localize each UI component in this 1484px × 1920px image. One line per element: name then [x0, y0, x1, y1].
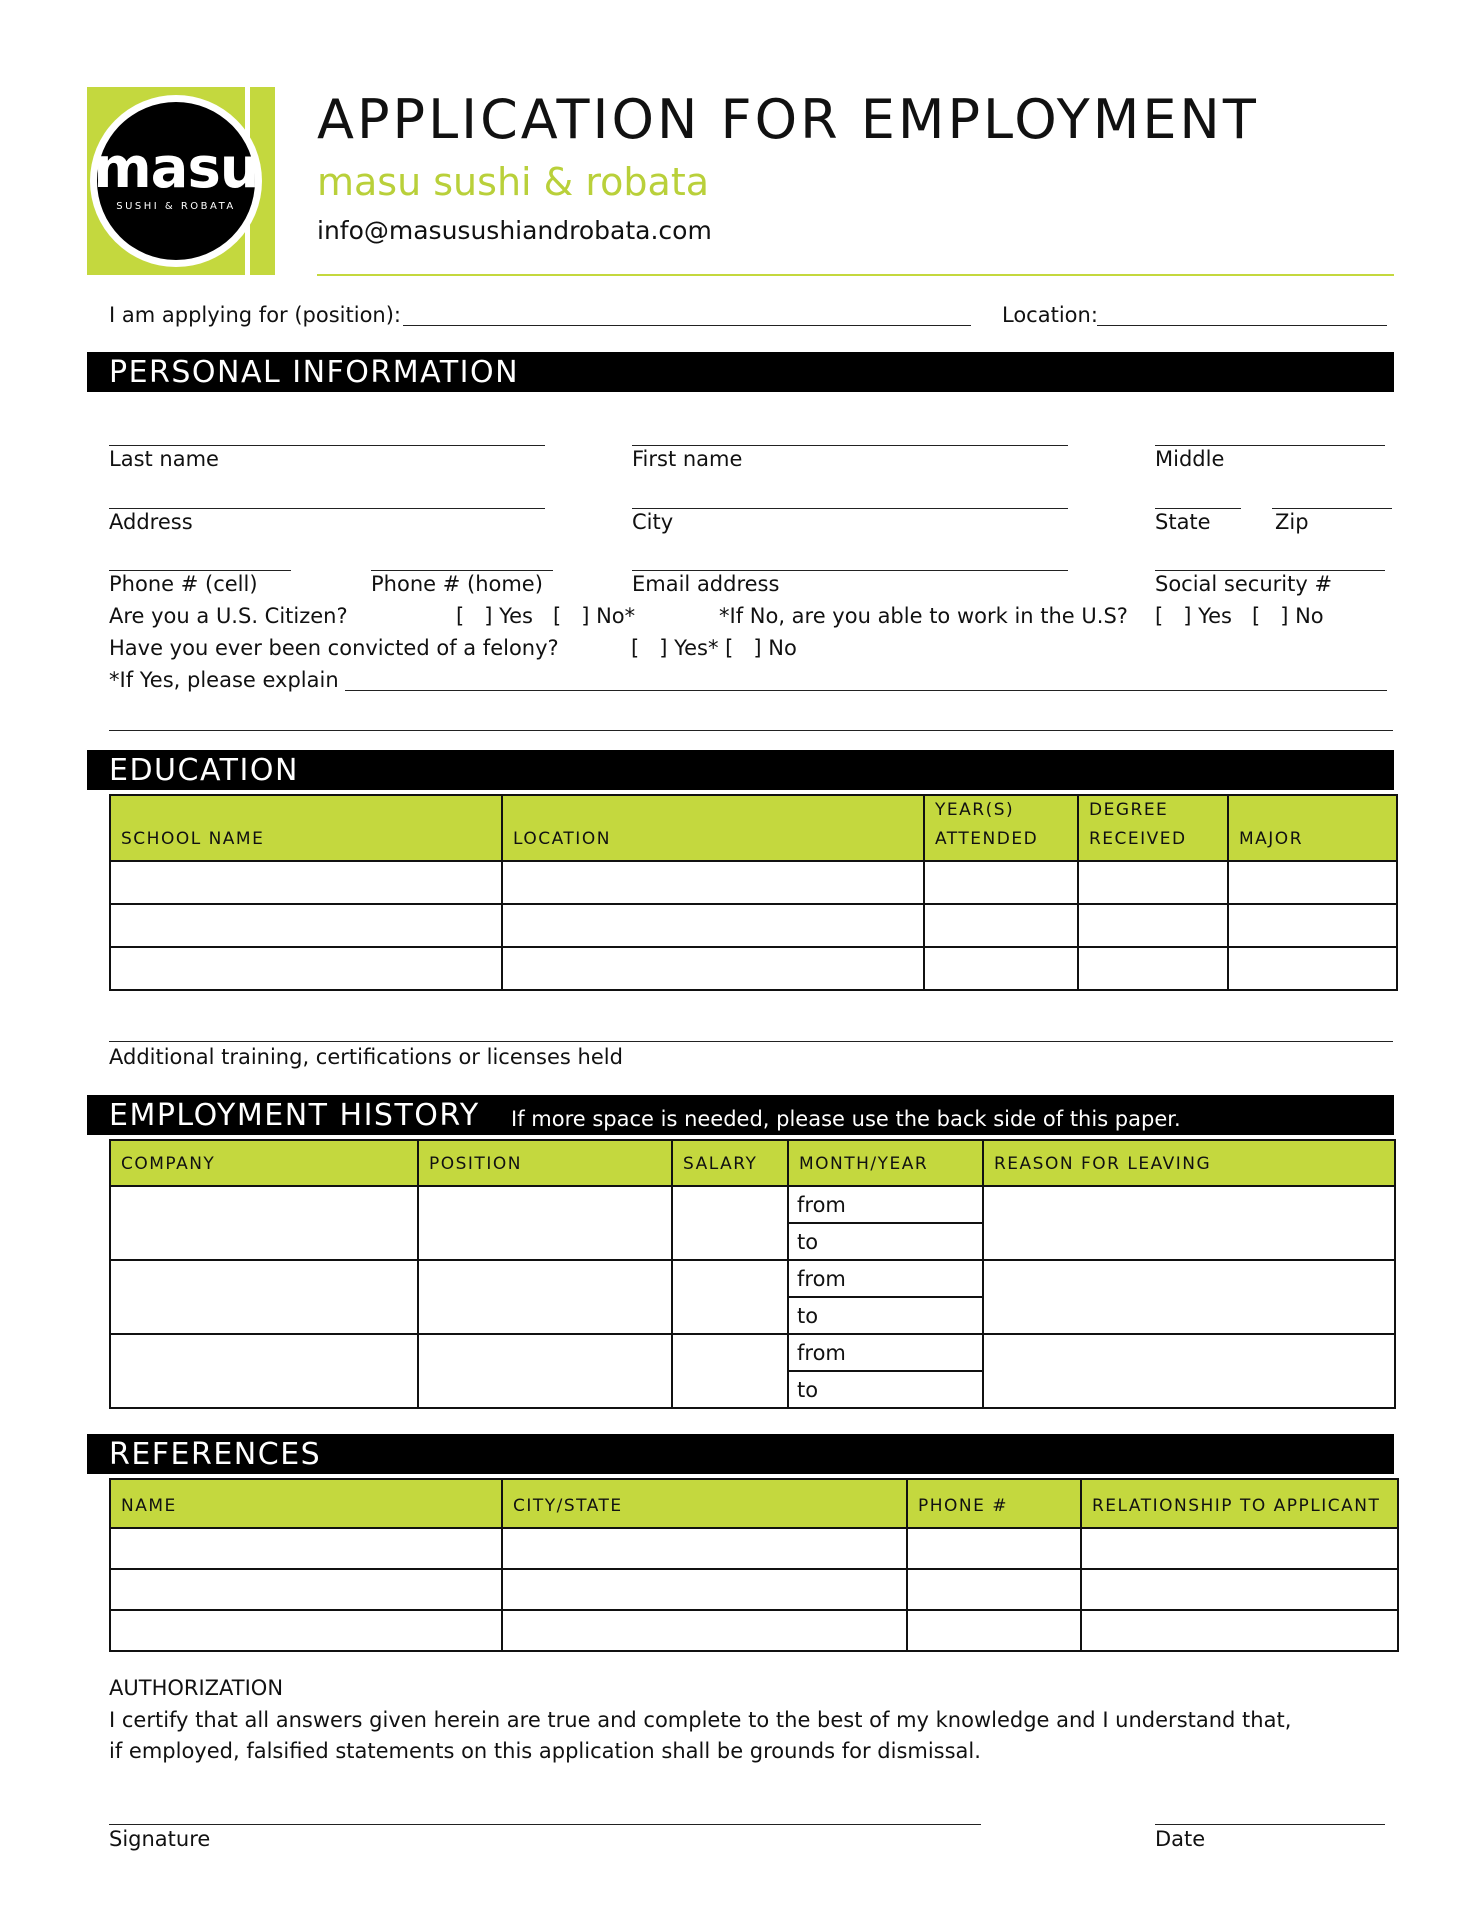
col-school-name: SCHOOL NAME: [110, 795, 502, 861]
col-phone: PHONE #: [907, 1479, 1081, 1528]
education-header: [87, 750, 1394, 790]
references-title: REFERENCES: [109, 1437, 322, 1472]
signature-field[interactable]: [109, 1824, 981, 1825]
table-cell[interactable]: [418, 1334, 672, 1408]
phone-cell-field[interactable]: [109, 570, 291, 571]
table-cell[interactable]: [907, 1528, 1081, 1569]
table-cell[interactable]: [110, 861, 502, 904]
additional-training-field[interactable]: [109, 1041, 1393, 1042]
col-city-state: CITY/STATE: [502, 1479, 907, 1528]
explain-field-2[interactable]: [109, 730, 1393, 731]
position-field[interactable]: [403, 325, 971, 326]
personal-info-header: [87, 352, 1394, 392]
state-field[interactable]: [1155, 508, 1241, 509]
table-cell[interactable]: [502, 861, 924, 904]
page-title: APPLICATION FOR EMPLOYMENT: [317, 88, 1259, 151]
phone-cell-label: Phone # (cell): [109, 572, 258, 596]
explain-field[interactable]: [345, 690, 1387, 691]
table-row: [110, 1528, 1398, 1569]
explain-label: *If Yes, please explain: [109, 668, 339, 692]
logo-subtext: SUSHI & ROBATA: [116, 201, 236, 212]
col-location: LOCATION: [502, 795, 924, 861]
to-cell[interactable]: to: [788, 1223, 983, 1260]
location-label: Location:: [1002, 303, 1098, 327]
authorization-text-2: if employed, falsified statements on this application shall be grounds for dismissal.: [109, 1739, 981, 1763]
table-row: [110, 1260, 1395, 1297]
table-cell[interactable]: [502, 904, 924, 947]
col-salary: SALARY: [672, 1140, 788, 1186]
phone-home-field[interactable]: [371, 570, 553, 571]
table-cell[interactable]: [1081, 1569, 1398, 1610]
col-degree-received: DEGREE RECEIVED: [1078, 795, 1228, 861]
ssn-field[interactable]: [1155, 570, 1385, 571]
table-cell[interactable]: [672, 1186, 788, 1260]
header-divider: [317, 274, 1394, 276]
table-cell[interactable]: [110, 1528, 502, 1569]
middle-field[interactable]: [1155, 445, 1385, 446]
col-position: POSITION: [418, 1140, 672, 1186]
zip-label: Zip: [1275, 510, 1309, 534]
table-cell[interactable]: [1228, 947, 1397, 990]
from-cell[interactable]: from: [788, 1260, 983, 1297]
date-field[interactable]: [1155, 1824, 1385, 1825]
table-cell[interactable]: [1078, 861, 1228, 904]
table-cell[interactable]: [502, 1610, 907, 1651]
position-label: I am applying for (position):: [109, 303, 402, 327]
table-cell[interactable]: [1228, 904, 1397, 947]
table-cell[interactable]: [983, 1186, 1395, 1260]
table-cell[interactable]: [418, 1260, 672, 1334]
personal-info-title: PERSONAL INFORMATION: [109, 355, 520, 390]
table-cell[interactable]: [502, 1569, 907, 1610]
table-cell[interactable]: [110, 1569, 502, 1610]
table-cell[interactable]: [1081, 1610, 1398, 1651]
from-cell[interactable]: from: [788, 1334, 983, 1371]
middle-label: Middle: [1155, 447, 1225, 471]
employment-title: EMPLOYMENT HISTORY: [109, 1098, 480, 1133]
table-cell[interactable]: [672, 1334, 788, 1408]
to-cell[interactable]: to: [788, 1371, 983, 1408]
education-table: [109, 794, 1398, 991]
address-field[interactable]: [109, 508, 545, 509]
col-company: COMPANY: [110, 1140, 418, 1186]
col-major: MAJOR: [1228, 795, 1397, 861]
last-name-label: Last name: [109, 447, 219, 471]
table-cell[interactable]: [672, 1260, 788, 1334]
logo: [87, 87, 275, 275]
first-name-field[interactable]: [632, 445, 1068, 446]
table-row: [110, 1334, 1395, 1371]
last-name-field[interactable]: [109, 445, 545, 446]
location-field[interactable]: [1097, 325, 1387, 326]
authorization-heading: AUTHORIZATION: [109, 1676, 284, 1700]
address-label: Address: [109, 510, 193, 534]
col-relationship: RELATIONSHIP TO APPLICANT: [1081, 1479, 1398, 1528]
authorization-text-1: I certify that all answers given herein are true and complete to the best of my knowledge and I understand that,: [109, 1708, 1292, 1732]
table-row: [110, 861, 1397, 904]
references-table: [109, 1478, 1399, 1652]
city-label: City: [632, 510, 674, 534]
table-row: [110, 1569, 1398, 1610]
table-cell[interactable]: [924, 947, 1078, 990]
citizen-options[interactable]: [ ] Yes [ ] No*: [456, 604, 636, 628]
employment-note: If more space is needed, please use the back side of this paper.: [511, 1107, 1181, 1131]
table-row: [110, 1186, 1395, 1223]
education-title: EDUCATION: [109, 753, 299, 788]
felony-question: Have you ever been convicted of a felony?: [109, 636, 559, 660]
state-label: State: [1155, 510, 1211, 534]
signature-label: Signature: [109, 1827, 211, 1851]
table-row: [110, 947, 1397, 990]
employment-table: [109, 1139, 1396, 1409]
table-cell[interactable]: [1078, 947, 1228, 990]
work-question: *If No, are you able to work in the U.S?: [719, 604, 1128, 628]
company-name: masu sushi & robata: [317, 160, 710, 204]
table-cell[interactable]: [110, 904, 502, 947]
logo-text: masu: [93, 136, 259, 201]
table-row: [110, 1610, 1398, 1651]
col-years-attended: YEAR(S) ATTENDED: [924, 795, 1078, 861]
table-cell[interactable]: [110, 1334, 418, 1408]
city-field[interactable]: [632, 508, 1068, 509]
additional-training-label: Additional training, certifications or licenses held: [109, 1045, 623, 1069]
phone-home-label: Phone # (home): [371, 572, 543, 596]
table-cell[interactable]: [924, 904, 1078, 947]
table-cell[interactable]: [110, 1186, 418, 1260]
email-label: Email address: [632, 572, 780, 596]
company-email: info@masusushiandrobata.com: [317, 216, 712, 245]
from-cell[interactable]: from: [788, 1186, 983, 1223]
employment-header: [87, 1095, 1394, 1135]
date-label: Date: [1155, 1827, 1206, 1851]
col-reason-for-leaving: REASON FOR LEAVING: [983, 1140, 1395, 1186]
table-cell[interactable]: [1081, 1528, 1398, 1569]
table-cell[interactable]: [983, 1260, 1395, 1334]
table-cell[interactable]: [502, 1528, 907, 1569]
zip-field[interactable]: [1272, 508, 1392, 509]
table-row: [110, 904, 1397, 947]
first-name-label: First name: [632, 447, 743, 471]
table-cell[interactable]: [1078, 904, 1228, 947]
ssn-label: Social security #: [1155, 572, 1333, 596]
table-cell[interactable]: [907, 1610, 1081, 1651]
col-name: NAME: [110, 1479, 502, 1528]
table-cell[interactable]: [924, 861, 1078, 904]
work-options[interactable]: [ ] Yes [ ] No: [1155, 604, 1324, 628]
references-header: [87, 1434, 1394, 1474]
felony-options[interactable]: [ ] Yes* [ ] No: [631, 636, 797, 660]
citizen-question: Are you a U.S. Citizen?: [109, 604, 348, 628]
to-cell[interactable]: to: [788, 1297, 983, 1334]
table-cell[interactable]: [110, 1260, 418, 1334]
table-cell[interactable]: [110, 947, 502, 990]
email-field[interactable]: [632, 570, 1068, 571]
table-cell[interactable]: [110, 1610, 502, 1651]
col-month-year: MONTH/YEAR: [788, 1140, 983, 1186]
table-cell[interactable]: [983, 1334, 1395, 1408]
table-cell[interactable]: [418, 1186, 672, 1260]
table-cell[interactable]: [502, 947, 924, 990]
table-cell[interactable]: [1228, 861, 1397, 904]
table-cell[interactable]: [907, 1569, 1081, 1610]
